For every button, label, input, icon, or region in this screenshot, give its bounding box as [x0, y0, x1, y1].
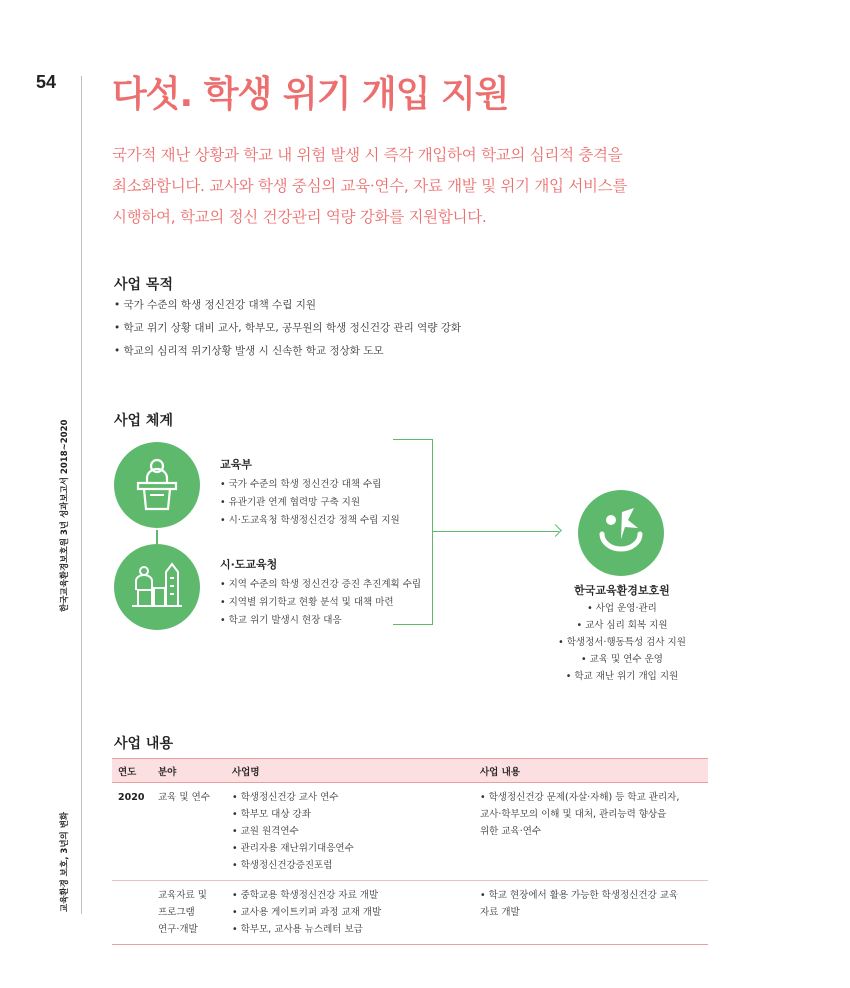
org-moe-item: • 유관기관 연계 협력망 구축 지원	[220, 494, 400, 512]
project-item: • 교원 원격연수	[232, 823, 468, 840]
cell-projects	[226, 783, 474, 881]
arrow-head-icon	[549, 524, 562, 537]
system-heading: 사업 체계	[114, 413, 173, 429]
podium-person-icon	[114, 442, 200, 528]
table-header-row	[112, 759, 708, 783]
col-header-detail: 사업 내용	[474, 759, 708, 783]
project-item: • 학부모 대상 강좌	[232, 806, 468, 823]
org-kees-name: 한국교육환경보호원	[574, 584, 670, 597]
purpose-item: • 학교의 심리적 위기상황 발생 시 신속한 학교 정상화 도모	[114, 340, 461, 363]
cell-year	[112, 881, 152, 945]
col-header-project: 사업명	[226, 759, 474, 783]
org-kees-item: • 학교 재난 위기 개입 지원	[548, 668, 696, 685]
org-kees-item: • 교사 심리 회복 지원	[548, 617, 696, 634]
purpose-item: • 국가 수준의 학생 정신건강 대책 수립 지원	[114, 294, 461, 317]
page-number: 54	[36, 72, 57, 92]
col-header-year: 연도	[112, 759, 152, 783]
org-moe-item: • 국가 수준의 학생 정신건강 대책 수립	[220, 476, 400, 494]
purpose-item: • 학교 위기 상황 대비 교사, 학부모, 공무원의 학생 정신건강 관리 역량 강화	[114, 317, 461, 340]
lead-paragraph	[112, 140, 712, 233]
purpose-list	[114, 294, 461, 363]
table-row	[112, 881, 708, 945]
side-rule	[81, 76, 82, 914]
cell-field: 교육 및 연수	[158, 792, 210, 803]
side-text-top-wrap	[58, 419, 74, 613]
lead-line: 시행하여, 학교의 정신 건강관리 역량 강화를 지원합니다.	[112, 208, 487, 226]
side-text-bottom-wrap	[58, 811, 74, 913]
kees-logo-icon	[578, 490, 664, 576]
side-text-top: 한국교육환경보호원 3년 성과보고서 2018~2020	[60, 419, 70, 612]
org-kees-item: • 학생정서·행동특성 검사 지원	[548, 634, 696, 651]
org-kees	[548, 582, 696, 685]
org-moe-item: • 시·도교육청 학생정신건강 정책 수립 지원	[220, 512, 400, 530]
project-item: • 관리자용 재난위기대응연수	[232, 840, 468, 857]
city-people-icon	[114, 544, 200, 630]
org-office-name: 시·도교육청	[220, 558, 278, 571]
lead-line: 국가적 재난 상황과 학교 내 위험 발생 시 즉각 개입하여 학교의 심리적 충격을	[112, 146, 623, 164]
lead-line: 최소화합니다. 교사와 학생 중심의 교육·연수, 자료 개발 및 위기 개입 서비스를	[112, 177, 628, 195]
side-text-bottom: 교육환경 보호, 3년의 변화	[60, 811, 70, 912]
org-office-item: • 지역 수준의 학생 정신건강 증진 추진계획 수립	[220, 576, 421, 594]
system-diagram	[110, 430, 730, 690]
purpose-heading: 사업 목적	[114, 277, 173, 293]
bracket-connector	[393, 439, 433, 625]
org-moe-name: 교육부	[220, 458, 252, 471]
project-item: • 교사용 게이트키퍼 과정 교재 개발	[232, 904, 468, 921]
org-kees-item: • 교육 및 연수 운영	[548, 651, 696, 668]
col-header-field: 분야	[152, 759, 226, 783]
table-row	[112, 783, 708, 881]
org-office	[220, 556, 421, 630]
project-item: • 중학교용 학생정신건강 자료 개발	[232, 887, 468, 904]
org-kees-item: • 사업 운영·관리	[548, 600, 696, 617]
cell-detail: • 학교 현장에서 활용 가능한 학생정신건강 교육 자료 개발	[474, 881, 708, 945]
org-office-item: • 학교 위기 발생시 현장 대응	[220, 612, 421, 630]
content-table	[112, 758, 708, 945]
project-item: • 학생정신건강증진포럼	[232, 857, 468, 874]
cell-projects	[226, 881, 474, 945]
content-heading: 사업 내용	[114, 736, 173, 752]
arrow-line	[433, 531, 559, 532]
project-item: • 학부모, 교사용 뉴스레터 보급	[232, 921, 468, 938]
org-office-item: • 지역별 위기학교 현황 분석 및 대책 마련	[220, 594, 421, 612]
org-moe	[220, 456, 400, 530]
cell-detail: • 학생정신건강 문제(자살·자해) 등 학교 관리자, 교사·학부모의 이해 및 대처, 관리능력 향상을 위한 교육·연수	[480, 792, 680, 837]
project-item: • 학생정신건강 교사 연수	[232, 789, 468, 806]
cell-year: 2020	[118, 792, 145, 803]
cell-field: 교육자료 및 프로그램 연구·개발	[152, 881, 226, 945]
page-title: 다섯. 학생 위기 개입 지원	[112, 74, 509, 115]
